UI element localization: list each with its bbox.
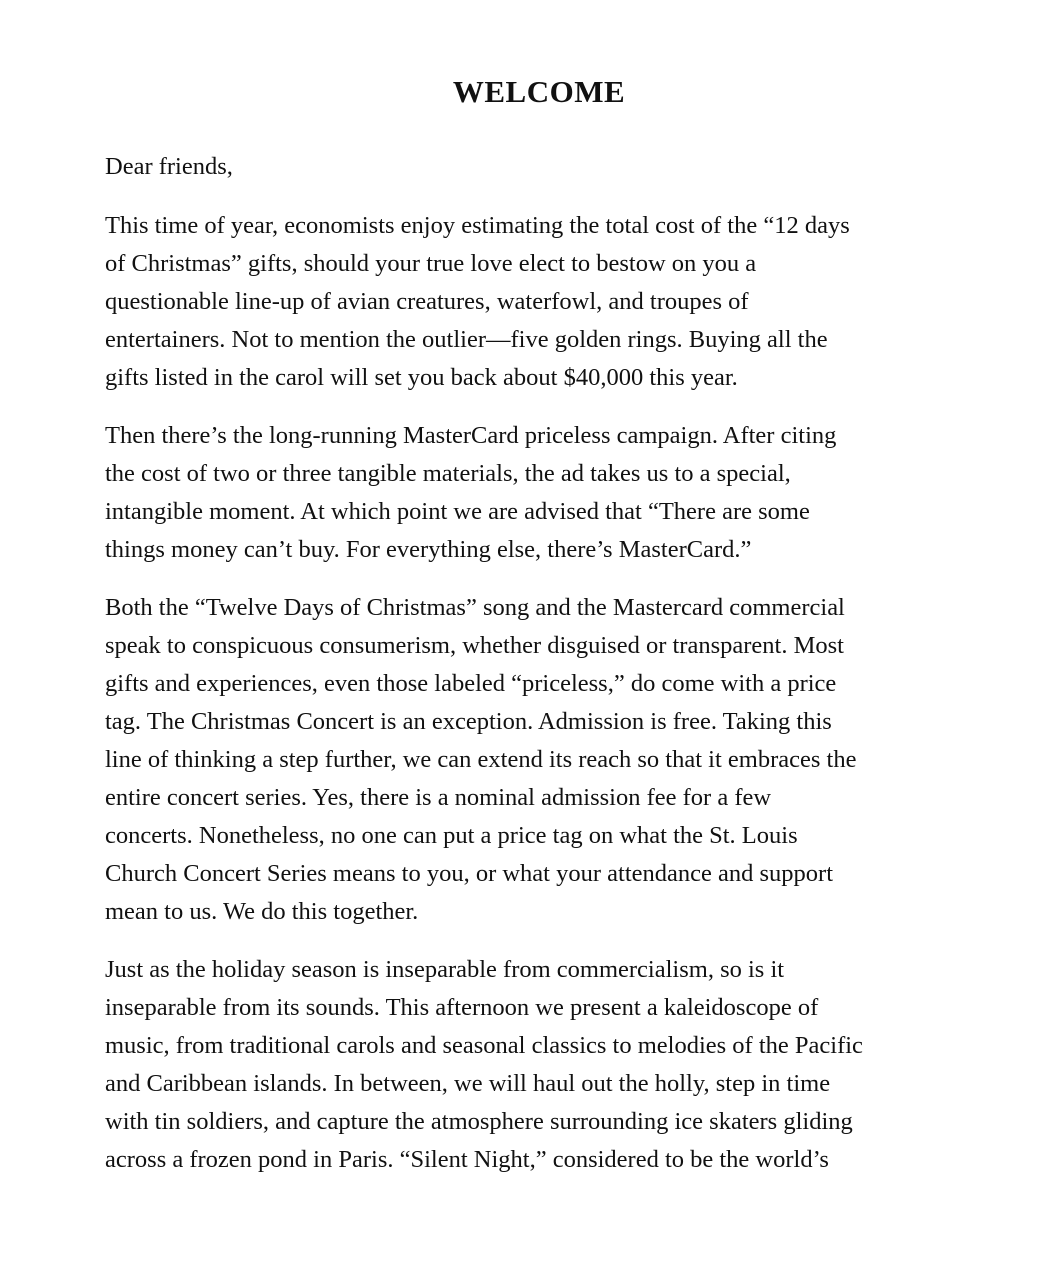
text-line: Both the “Twelve Days of Christmas” song and the Mastercard commercial <box>105 594 845 621</box>
text-line: concerts. Nonetheless, no one can put a price tag on what the St. Louis <box>105 822 798 849</box>
text-line: music, from traditional carols and seasonal classics to melodies of the Pacific <box>105 1032 863 1059</box>
paragraph-consumerism <box>105 589 985 931</box>
text-line: Church Concert Series means to you, or what your attendance and support <box>105 860 834 887</box>
salutation: Dear friends, <box>105 153 233 180</box>
text-line: speak to conspicuous consumerism, whether disguised or transparent. Most <box>105 632 844 659</box>
text-line: with tin soldiers, and capture the atmosphere surrounding ice skaters gliding <box>105 1108 853 1135</box>
text-line: questionable line-up of avian creatures, waterfowl, and troupes of <box>105 288 749 315</box>
text-line: gifts listed in the carol will set you back about $40,000 this year. <box>105 364 738 391</box>
page-title: WELCOME <box>452 74 626 109</box>
text-line: gifts and experiences, even those labeled “priceless,” do come with a price <box>105 670 837 697</box>
text-line: line of thinking a step further, we can extend its reach so that it embraces the <box>105 746 857 773</box>
text-line: inseparable from its sounds. This afternoon we present a kaleidoscope of <box>105 994 819 1021</box>
paragraph-holiday-sounds <box>105 951 985 1179</box>
text-line: entertainers. Not to mention the outlier—five golden rings. Buying all the <box>105 326 828 353</box>
text-line: of Christmas” gifts, should your true love elect to bestow on you a <box>105 250 757 277</box>
paragraph-gift-costs <box>105 207 985 397</box>
paragraph-mastercard <box>105 417 985 569</box>
text-line: intangible moment. At which point we are advised that “There are some <box>105 498 810 525</box>
text-line: things money can’t buy. For everything else, there’s MasterCard.” <box>105 536 752 563</box>
text-line: the cost of two or three tangible materials, the ad takes us to a special, <box>105 460 791 487</box>
text-line: Then there’s the long-running MasterCard priceless campaign. After citing <box>105 422 837 449</box>
text-line: This time of year, economists enjoy estimating the total cost of the “12 days <box>105 212 850 239</box>
text-line: across a frozen pond in Paris. “Silent Night,” considered to be the world’s <box>105 1146 829 1173</box>
letter-body <box>105 148 985 1199</box>
text-line: tag. The Christmas Concert is an exception. Admission is free. Taking this <box>105 708 832 735</box>
text-line: and Caribbean islands. In between, we will haul out the holly, step in time <box>105 1070 831 1097</box>
text-line: mean to us. We do this together. <box>105 898 419 925</box>
text-line: entire concert series. Yes, there is a nominal admission fee for a few <box>105 784 772 811</box>
text-line: Just as the holiday season is inseparable from commercialism, so is it <box>105 956 785 983</box>
